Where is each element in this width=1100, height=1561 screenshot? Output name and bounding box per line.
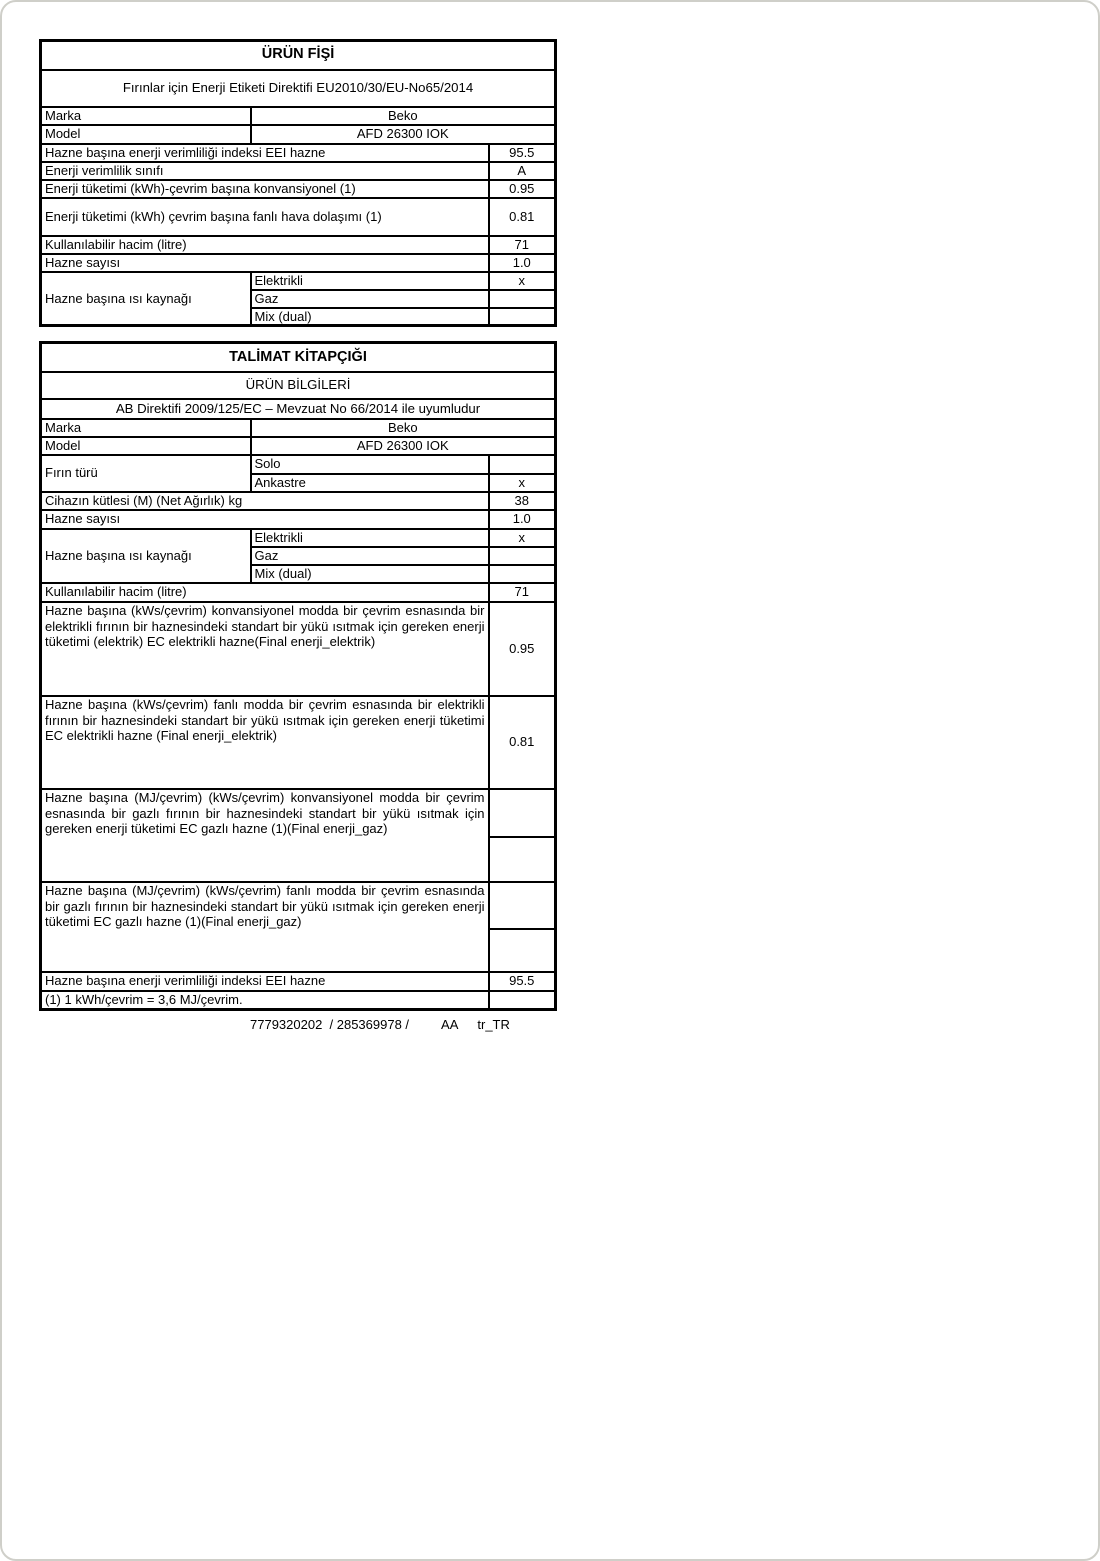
booklet-subtitle-row xyxy=(41,372,556,399)
booklet-ec-gas-fan-label: Hazne başına (MJ/çevrim) (kWs/çevrim) fanlı modda bir çevrim esnasında bir gazlı fırının bir haznesindeki standart bir yükü ısıtmak için gereken enerji tüketimi EC gazlı hazne (1)(Final enerji_gaz) xyxy=(41,882,489,972)
booklet-cavity-count-label: Hazne sayısı xyxy=(41,510,489,529)
fiche-cavity-count-row xyxy=(41,254,556,272)
fiche-eei-value: 95.5 xyxy=(489,144,556,162)
booklet-heat-source-electric-row xyxy=(41,529,556,547)
fiche-model-label: Model xyxy=(41,125,251,144)
booklet-cavity-count-row xyxy=(41,510,556,529)
booklet-eei-label: Hazne başına enerji verimliliği indeksi EEI hazne xyxy=(41,972,489,991)
booklet-title: TALİMAT KİTAPÇIĞI xyxy=(41,343,556,372)
booklet-footnote: (1) 1 kWh/çevrim = 3,6 MJ/çevrim. xyxy=(41,991,489,1010)
document-footer xyxy=(250,1017,1098,1032)
booklet-subtitle: ÜRÜN BİLGİLERİ xyxy=(41,372,556,399)
booklet-oven-type-builtin-label: Ankastre xyxy=(251,474,489,492)
booklet-footnote-row xyxy=(41,991,556,1010)
fiche-title: ÜRÜN FİŞİ xyxy=(41,41,556,70)
booklet-volume-value: 71 xyxy=(489,583,556,602)
booklet-model-label: Model xyxy=(41,437,251,455)
booklet-heat-source-mix-value xyxy=(489,565,556,583)
booklet-eei-row xyxy=(41,972,556,991)
footer-revision: AA xyxy=(441,1017,459,1033)
fiche-energy-fan-row xyxy=(41,198,556,236)
fiche-heat-source-electric-label: Elektrikli xyxy=(251,272,489,290)
booklet-oven-type-solo-value xyxy=(489,455,556,474)
booklet-ec-electric-fan-label: Hazne başına (kWs/çevrim) fanlı modda bir çevrim esnasında bir elektrikli fırının bir haznesindeki standart bir yükü ısıtmak için gereken enerji tüketimi EC elektrikli hazne (Final enerji_elektrik) xyxy=(41,696,489,789)
fiche-energy-fan-value: 0.81 xyxy=(489,198,556,236)
booklet-ec-gas-conventional-row xyxy=(41,789,556,837)
booklet-mass-row xyxy=(41,492,556,510)
booklet-footnote-empty-cell xyxy=(489,991,556,1010)
fiche-heat-source-mix-value xyxy=(489,308,556,326)
fiche-volume-value: 71 xyxy=(489,236,556,254)
booklet-mass-value: 38 xyxy=(489,492,556,510)
booklet-heat-source-electric-label: Elektrikli xyxy=(251,529,489,547)
booklet-oven-type-solo-label: Solo xyxy=(251,455,489,474)
fiche-energy-class-label: Enerji verimlilik sınıfı xyxy=(41,162,489,180)
instruction-booklet-table xyxy=(39,341,557,1011)
booklet-directive-row xyxy=(41,399,556,419)
fiche-heat-source-electric-row xyxy=(41,272,556,290)
fiche-volume-row xyxy=(41,236,556,254)
fiche-subtitle: Fırınlar için Enerji Etiketi Direktifi EU2010/30/EU-No65/2014 xyxy=(41,70,556,107)
booklet-cavity-count-value: 1.0 xyxy=(489,510,556,529)
fiche-heat-source-gas-value xyxy=(489,290,556,308)
fiche-cavity-count-value: 1.0 xyxy=(489,254,556,272)
booklet-oven-type-builtin-value: x xyxy=(489,474,556,492)
booklet-brand-row xyxy=(41,419,556,437)
fiche-subtitle-row xyxy=(41,70,556,107)
booklet-heat-source-electric-value: x xyxy=(489,529,556,547)
booklet-ec-electric-conventional-label: Hazne başına (kWs/çevrim) konvansiyonel modda bir çevrim esnasında bir elektrikli fırının bir haznesindeki standart bir yükü ısıtmak için gereken enerji tüketimi (elektrik) EC elektrikli hazne(Final enerji_elektrik) xyxy=(41,602,489,696)
booklet-model-value: AFD 26300 IOK xyxy=(251,437,556,455)
booklet-directive: AB Direktifi 2009/125/EC – Mevzuat No 66/2014 ile uyumludur xyxy=(41,399,556,419)
booklet-ec-electric-fan-value: 0.81 xyxy=(489,696,556,789)
footer-locale: tr_TR xyxy=(477,1017,510,1033)
product-fiche-table xyxy=(39,39,557,327)
booklet-ec-gas-fan-value-kws xyxy=(489,929,556,972)
fiche-energy-class-row xyxy=(41,162,556,180)
booklet-title-row xyxy=(41,343,556,372)
booklet-heat-source-gas-value xyxy=(489,547,556,565)
booklet-ec-gas-conventional-value-kws xyxy=(489,837,556,882)
fiche-title-row xyxy=(41,41,556,70)
fiche-energy-conventional-label: Enerji tüketimi (kWh)-çevrim başına konvansiyonel (1) xyxy=(41,180,489,198)
fiche-eei-label: Hazne başına enerji verimliliği indeksi EEI hazne xyxy=(41,144,489,162)
booklet-model-row xyxy=(41,437,556,455)
fiche-brand-value: Beko xyxy=(251,107,556,125)
booklet-heat-source-mix-label: Mix (dual) xyxy=(251,565,489,583)
fiche-brand-row xyxy=(41,107,556,125)
fiche-energy-class-value: A xyxy=(489,162,556,180)
fiche-model-row xyxy=(41,125,556,144)
booklet-heat-source-label: Hazne başına ısı kaynağı xyxy=(41,529,251,583)
booklet-heat-source-gas-label: Gaz xyxy=(251,547,489,565)
fiche-energy-conventional-value: 0.95 xyxy=(489,180,556,198)
booklet-brand-value: Beko xyxy=(251,419,556,437)
booklet-ec-gas-conventional-label: Hazne başına (MJ/çevrim) (kWs/çevrim) konvansiyonel modda bir çevrim esnasında bir gazlı fırının bir haznesindeki standart bir yükü ısıtmak için gereken enerji tüketimi EC gazlı hazne (1)(Final enerji_gaz) xyxy=(41,789,489,882)
booklet-ec-gas-conventional-value-mj xyxy=(489,789,556,837)
booklet-ec-electric-conventional-value: 0.95 xyxy=(489,602,556,696)
fiche-model-value: AFD 26300 IOK xyxy=(251,125,556,144)
booklet-volume-row xyxy=(41,583,556,602)
fiche-volume-label: Kullanılabilir hacim (litre) xyxy=(41,236,489,254)
fiche-energy-fan-label: Enerji tüketimi (kWh) çevrim başına fanlı hava dolaşımı (1) xyxy=(41,198,489,236)
booklet-ec-gas-fan-row xyxy=(41,882,556,929)
footer-document-code: 7779320202 / 285369978 / xyxy=(250,1017,410,1033)
booklet-oven-type-solo-row xyxy=(41,455,556,474)
booklet-oven-type-label: Fırın türü xyxy=(41,455,251,492)
fiche-cavity-count-label: Hazne sayısı xyxy=(41,254,489,272)
fiche-heat-source-gas-label: Gaz xyxy=(251,290,489,308)
booklet-ec-electric-fan-row xyxy=(41,696,556,789)
booklet-brand-label: Marka xyxy=(41,419,251,437)
fiche-heat-source-label: Hazne başına ısı kaynağı xyxy=(41,272,251,326)
booklet-ec-electric-conventional-row xyxy=(41,602,556,696)
booklet-eei-value: 95.5 xyxy=(489,972,556,991)
booklet-volume-label: Kullanılabilir hacim (litre) xyxy=(41,583,489,602)
fiche-energy-conventional-row xyxy=(41,180,556,198)
booklet-mass-label: Cihazın kütlesi (M) (Net Ağırlık) kg xyxy=(41,492,489,510)
booklet-ec-gas-fan-value-mj xyxy=(489,882,556,929)
fiche-heat-source-electric-value: x xyxy=(489,272,556,290)
fiche-brand-label: Marka xyxy=(41,107,251,125)
fiche-heat-source-mix-label: Mix (dual) xyxy=(251,308,489,326)
fiche-eei-row xyxy=(41,144,556,162)
